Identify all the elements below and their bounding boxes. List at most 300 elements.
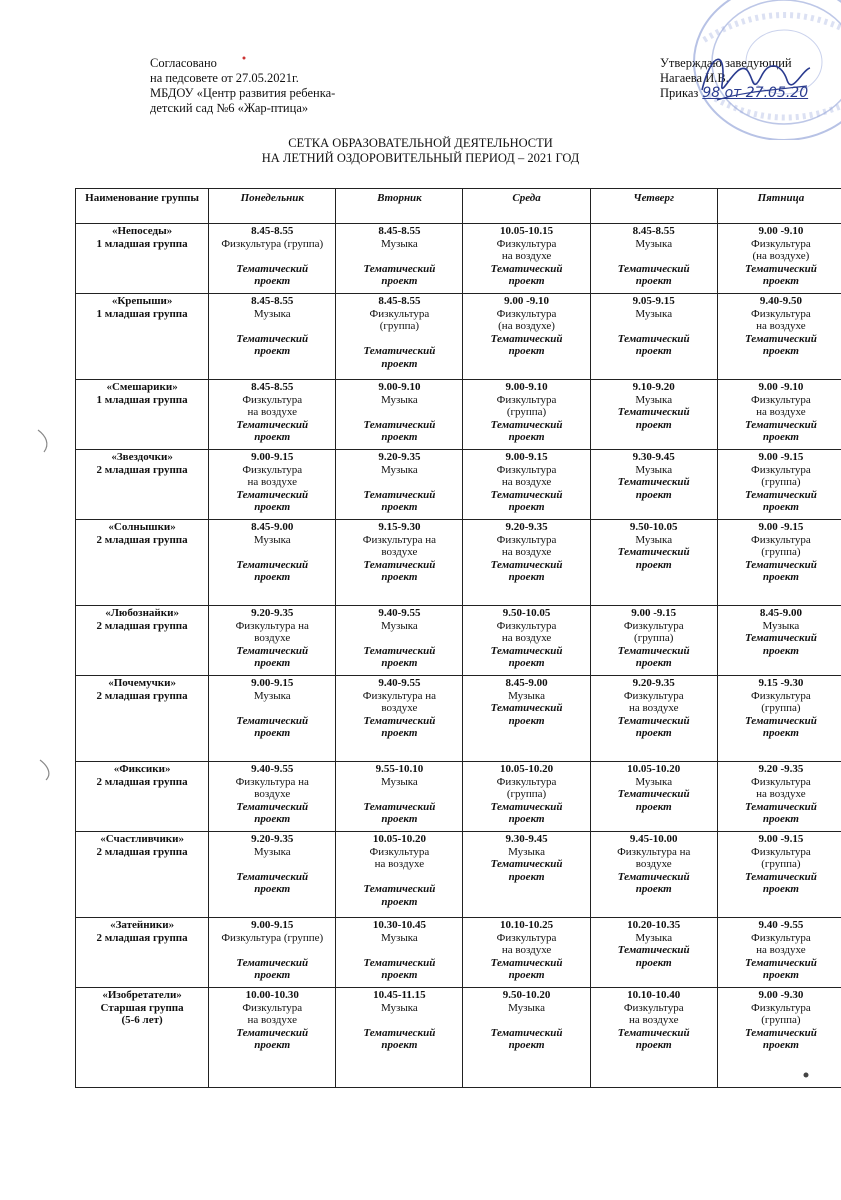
activity-line: на воздухе [628, 1014, 679, 1026]
project-line: Тематический [744, 956, 817, 969]
schedule-cell [717, 294, 841, 380]
activity-line: на воздухе [501, 546, 552, 558]
activity-line: Музыка [635, 775, 673, 788]
time-slot: 10.05-10.20 [627, 763, 681, 775]
time-slot: 9.00-9.10 [505, 381, 548, 393]
project-line: проект [508, 275, 545, 287]
project-line: Тематический [490, 800, 563, 813]
project-line: Тематический [236, 956, 309, 969]
activity-line: (группа) [379, 320, 420, 332]
group-name-cell [76, 294, 209, 380]
activity-line: Физкультура [623, 1001, 684, 1014]
project-line: проект [508, 813, 545, 825]
activity-line: на воздухе [247, 406, 297, 418]
project-line: Тематический [490, 332, 563, 345]
group-name-line: 2 младшая группа [96, 689, 188, 702]
group-name-line: (5-6 лет) [121, 1014, 163, 1026]
project-line: проект [635, 488, 672, 501]
activity-line [338, 476, 460, 489]
activity-line: Физкультура [242, 463, 303, 476]
activity-line: Физкультура [369, 307, 430, 320]
project-line: проект [381, 969, 418, 981]
time-slot: 9.50-10.05 [502, 607, 551, 619]
activity-line: Физкультура [751, 393, 811, 406]
project-line: Тематический [617, 262, 690, 275]
activity-line: Физкультура [751, 533, 811, 546]
time-slot: 8.45-9.00 [251, 521, 294, 533]
activity-line [211, 320, 333, 333]
activity-line: Физкультура [369, 845, 430, 858]
time-slot: 9.30-9.45 [505, 833, 548, 845]
project-line: проект [635, 956, 672, 969]
group-name-line: «Непоседы» [111, 225, 173, 237]
schedule-cell [336, 294, 463, 380]
schedule-cell [590, 676, 717, 762]
time-slot: 9.00-9.15 [505, 451, 548, 463]
activity-line: Физкультура [751, 775, 811, 788]
schedule-cell [717, 606, 841, 676]
activity-line: на воздухе [756, 788, 806, 800]
order-number: 98 от 27.05.20 [702, 85, 809, 101]
schedule-cell [463, 294, 590, 380]
project-line: проект [381, 571, 418, 583]
group-name-line: 2 младшая группа [96, 619, 188, 632]
activity-line [593, 320, 715, 333]
activity-line: Физкультура [242, 393, 303, 406]
time-slot: 9.00-9.15 [251, 677, 294, 689]
project-line: Тематический [363, 1026, 436, 1039]
activity-line: (группа) [634, 632, 674, 644]
project-line: проект [381, 895, 418, 908]
activity-line: на воздухе [756, 944, 806, 956]
project-line: Тематический [617, 406, 690, 418]
time-slot: 10.00-10.30 [245, 989, 299, 1001]
order-label: Приказ [660, 86, 699, 100]
schedule-cell [336, 380, 463, 450]
project-line: Тематический [617, 476, 690, 488]
project-line: Тематический [617, 870, 690, 883]
activity-line: Музыка [635, 237, 673, 250]
project-line: Тематический [490, 644, 563, 657]
schedule-cell [209, 832, 336, 918]
activity-line [338, 632, 460, 645]
schedule-cell [717, 224, 841, 294]
activity-line: воздухе [254, 632, 291, 644]
schedule-cell [717, 832, 841, 918]
activity-line: на воздухе [628, 702, 679, 714]
schedule-cell [209, 450, 336, 520]
schedule-cell [209, 294, 336, 380]
project-line: Тематический [617, 332, 690, 345]
group-name-line: 1 младшая группа [96, 307, 188, 320]
group-name-line: «Смешарики» [106, 381, 178, 393]
table-row [76, 832, 841, 918]
activity-line [338, 333, 460, 346]
project-line: Тематический [744, 1026, 817, 1039]
group-name-line: 2 младшая группа [96, 845, 188, 858]
activity-line: Физкультура на [617, 845, 691, 858]
group-name-line: Старшая группа [100, 1001, 184, 1014]
project-line: проект [762, 571, 799, 583]
project-line: проект [381, 727, 418, 739]
time-slot: 9.00 -9.15 [758, 451, 804, 463]
time-slot: 9.40-9.55 [251, 763, 294, 775]
group-name-cell [76, 918, 209, 988]
project-line: Тематический [363, 345, 436, 357]
time-slot: 9.50-10.20 [502, 989, 551, 1001]
schedule-cell [209, 224, 336, 294]
time-slot: 8.45-9.00 [759, 607, 802, 619]
column-header: Пятница [717, 189, 841, 224]
project-line: проект [635, 345, 672, 357]
group-name-cell [76, 450, 209, 520]
schedule-cell [209, 676, 336, 762]
activity-line: Музыка [253, 689, 291, 702]
project-line: Тематический [490, 558, 563, 571]
schedule-cell [463, 224, 590, 294]
time-slot: 9.00-9.10 [378, 381, 421, 393]
group-name-cell [76, 606, 209, 676]
activity-line: Физкультура [496, 775, 557, 788]
schedule-cell [590, 762, 717, 832]
time-slot: 8.45-8.55 [378, 295, 421, 307]
project-line: Тематический [490, 262, 563, 275]
schedule-cell [590, 380, 717, 450]
project-line: проект [635, 883, 672, 895]
time-slot: 9.05-9.15 [632, 295, 675, 307]
schedule-cell [463, 918, 590, 988]
activity-line: Музыка [253, 533, 291, 546]
page-title [0, 136, 841, 166]
project-line: проект [254, 431, 291, 443]
time-slot: 9.50-10.05 [629, 521, 678, 533]
project-line: Тематический [236, 488, 309, 501]
project-line: проект [381, 501, 418, 513]
group-name-line: 1 младшая группа [96, 237, 188, 250]
schedule-cell [336, 520, 463, 606]
group-name-cell [76, 380, 209, 450]
time-slot: 9.10-9.20 [632, 381, 675, 393]
project-line: проект [762, 345, 799, 357]
schedule-cell [209, 520, 336, 606]
project-line: проект [762, 727, 799, 739]
activity-line: (группа) [506, 406, 547, 418]
activity-line: Музыка [381, 775, 418, 788]
project-line: проект [254, 275, 291, 287]
time-slot: 10.10-10.40 [627, 989, 681, 1001]
activity-line: Физкультура на [362, 533, 437, 546]
schedule-cell [590, 520, 717, 606]
project-line: проект [762, 275, 799, 287]
project-line: Тематический [744, 418, 817, 431]
project-line: Тематический [744, 262, 817, 275]
time-slot: 9.40-9.50 [759, 295, 802, 307]
project-line: проект [254, 571, 291, 583]
column-header: Наименование группы [76, 189, 209, 224]
project-line: Тематический [617, 1026, 690, 1039]
activity-line [338, 1014, 460, 1027]
project-line: Тематический [236, 714, 309, 727]
project-line: Тематический [236, 558, 309, 571]
time-slot: 10.05-10.15 [499, 225, 554, 237]
activity-line: на воздухе [501, 250, 552, 262]
group-name-line: «Счастливчики» [100, 833, 184, 845]
project-line: проект [381, 357, 418, 370]
activity-line: (группа) [761, 546, 801, 558]
project-line: Тематический [363, 262, 436, 275]
schedule-cell [209, 606, 336, 676]
activity-line: Музыка [635, 931, 673, 944]
approved-line: Утверждаю заведующий [660, 56, 792, 70]
time-slot: 9.00-9.15 [251, 919, 294, 931]
table-row [76, 988, 841, 1088]
project-line: проект [254, 345, 291, 357]
schedule-cell [590, 224, 717, 294]
activity-line: (группа) [761, 702, 801, 714]
project-line: проект [635, 800, 672, 813]
activity-line [593, 250, 715, 263]
time-slot: 9.20-9.35 [632, 677, 675, 689]
time-slot: 9.40-9.55 [378, 677, 421, 689]
table-row [76, 380, 841, 450]
project-line: проект [508, 431, 545, 443]
activity-line: Физкультура [751, 463, 811, 476]
group-name-line: «Фиксики» [113, 763, 171, 775]
project-line: Тематический [744, 800, 817, 813]
activity-line: Физкультура [751, 689, 811, 702]
project-line: проект [381, 431, 418, 443]
activity-line: (группа) [761, 476, 801, 488]
column-header: Вторник [336, 189, 463, 224]
activity-line [338, 250, 460, 263]
group-name-line: 2 младшая группа [96, 463, 188, 476]
project-line: проект [508, 870, 545, 883]
project-line: проект [635, 275, 672, 287]
activity-line: на воздухе [756, 320, 806, 332]
activity-line: Музыка [762, 619, 800, 632]
time-slot: 8.45-9.00 [505, 677, 548, 689]
schedule-cell [717, 988, 841, 1088]
activity-line: на воздухе [501, 944, 552, 956]
activity-line: Музыка [635, 463, 673, 476]
time-slot: 10.10-10.25 [499, 919, 554, 931]
activity-line: воздухе [635, 858, 672, 870]
group-name-cell [76, 988, 209, 1088]
time-slot: 9.20-9.35 [251, 607, 294, 619]
project-line: проект [254, 727, 291, 739]
schedule-cell [336, 762, 463, 832]
table-row [76, 918, 841, 988]
activity-line: Физкультура [496, 463, 557, 476]
group-name-line: «Любознайки» [105, 607, 179, 619]
schedule-cell [336, 224, 463, 294]
group-name-line: «Изобретатели» [102, 989, 182, 1001]
project-line: проект [254, 813, 291, 825]
activity-line: Музыка [508, 1001, 545, 1014]
time-slot: 10.20-10.35 [627, 919, 681, 931]
project-line: Тематический [236, 418, 309, 431]
activity-line: воздухе [254, 788, 291, 800]
activity-line: (на воздухе) [498, 320, 555, 332]
schedule-cell [463, 988, 590, 1088]
activity-line: на воздухе [247, 1014, 297, 1026]
activity-line: (на воздухе) [752, 250, 810, 262]
schedule-table [75, 188, 841, 1088]
schedule-cell [463, 520, 590, 606]
project-line: проект [381, 657, 418, 669]
project-line: проект [508, 657, 545, 669]
project-line: проект [508, 345, 545, 357]
time-slot: 9.40 -9.55 [758, 919, 804, 931]
schedule-cell [463, 606, 590, 676]
schedule-cell [209, 380, 336, 450]
project-line: Тематический [490, 418, 563, 431]
project-line: Тематический [490, 702, 563, 714]
project-line: Тематический [490, 1026, 563, 1039]
schedule-cell [336, 918, 463, 988]
activity-line [211, 546, 333, 559]
approval-line: Согласовано [150, 56, 217, 70]
activity-line: Музыка [381, 1001, 418, 1014]
time-slot: 9.00 -9.10 [758, 381, 804, 393]
time-slot: 9.00 -9.10 [504, 295, 550, 307]
project-line: Тематический [617, 944, 690, 956]
schedule-cell [717, 918, 841, 988]
project-line: Тематический [363, 883, 436, 895]
activity-line: на воздухе [501, 632, 552, 644]
activity-line: (группа) [761, 858, 801, 870]
table-row [76, 520, 841, 606]
project-line: проект [508, 571, 545, 583]
time-slot: 9.20 -9.35 [758, 763, 804, 775]
activity-line: на воздухе [374, 858, 425, 870]
project-line: проект [762, 813, 799, 825]
activity-line [211, 858, 333, 871]
activity-line: Физкультура на [235, 775, 309, 788]
schedule-cell [590, 294, 717, 380]
schedule-cell [717, 520, 841, 606]
column-header: Среда [463, 189, 590, 224]
project-line: Тематический [617, 714, 690, 727]
time-slot: 10.45-11.15 [373, 989, 426, 1001]
project-line: проект [762, 1039, 799, 1051]
time-slot: 8.45-8.55 [378, 225, 421, 237]
project-line: проект [508, 714, 545, 727]
activity-line: Музыка [253, 307, 291, 320]
activity-line: Физкультура [496, 393, 557, 406]
project-line: Тематический [236, 800, 309, 813]
schedule-cell [209, 762, 336, 832]
activity-line: Физкультура [751, 307, 811, 320]
approved-block [660, 56, 808, 101]
project-line: проект [762, 644, 799, 657]
group-name-line: «Крепыши» [111, 295, 173, 307]
time-slot: 9.30-9.45 [632, 451, 675, 463]
schedule-cell [463, 762, 590, 832]
table-row [76, 606, 841, 676]
project-line: Тематический [236, 262, 309, 275]
table-row [76, 294, 841, 380]
project-line: проект [508, 1039, 545, 1051]
time-slot: 9.55-10.10 [375, 763, 424, 775]
activity-line: Физкультура [496, 931, 557, 944]
project-line: Тематический [490, 956, 563, 969]
project-line: проект [508, 969, 545, 981]
schedule-cell [336, 606, 463, 676]
project-line: проект [635, 657, 672, 669]
project-line: Тематический [744, 714, 817, 727]
group-name-cell [76, 520, 209, 606]
project-line: проект [762, 431, 799, 443]
activity-line: (группа) [761, 1014, 801, 1026]
activity-line [211, 702, 333, 715]
project-line: Тематический [363, 956, 436, 969]
activity-line: воздухе [381, 702, 418, 714]
activity-line: Физкультура [496, 237, 557, 250]
activity-line: Музыка [635, 393, 673, 406]
project-line: Тематический [236, 332, 309, 345]
project-line: проект [381, 813, 418, 825]
activity-line: Физкультура [751, 845, 811, 858]
activity-line: на воздухе [247, 476, 297, 488]
time-slot: 9.00 -9.15 [758, 833, 804, 845]
activity-line: Музыка [253, 845, 291, 858]
time-slot: 9.20-9.35 [505, 521, 548, 533]
time-slot: 10.30-10.45 [372, 919, 426, 931]
activity-line: воздухе [381, 546, 418, 558]
activity-line: Музыка [381, 237, 418, 250]
activity-line: Музыка [635, 533, 673, 546]
project-line: Тематический [363, 644, 436, 657]
time-slot: 8.45-8.55 [251, 381, 294, 393]
schedule-cell [717, 380, 841, 450]
time-slot: 9.15-9.30 [378, 521, 421, 533]
activity-line [338, 944, 460, 957]
time-slot: 8.45-8.55 [632, 225, 675, 237]
approved-line [660, 86, 808, 101]
schedule-cell [336, 676, 463, 762]
time-slot: 9.00 -9.15 [631, 607, 677, 619]
time-slot: 8.45-8.55 [251, 295, 294, 307]
activity-line [211, 250, 333, 263]
activity-line [338, 871, 460, 884]
group-name-cell [76, 676, 209, 762]
schedule-cell [209, 918, 336, 988]
project-line: проект [381, 1039, 418, 1051]
title-line: НА ЛЕТНИЙ ОЗДОРОВИТЕЛЬНЫЙ ПЕРИОД – 2021 ГОД [261, 151, 580, 165]
activity-line: Музыка [381, 393, 418, 406]
project-line: Тематический [363, 800, 436, 813]
project-line: Тематический [617, 788, 690, 800]
activity-line: Музыка [635, 307, 673, 320]
project-line: Тематический [744, 558, 817, 571]
activity-line: Физкультура на [362, 689, 437, 702]
approval-line: МБДОУ «Центр развития ребенка- [150, 86, 336, 100]
activity-line: Физкультура на [235, 619, 309, 632]
project-line: Тематический [363, 488, 436, 501]
project-line: проект [635, 418, 672, 431]
activity-line: Физкультура [623, 619, 684, 632]
schedule-cell [717, 450, 841, 520]
time-slot: 8.45-8.55 [251, 225, 294, 237]
table-row [76, 224, 841, 294]
project-line: проект [254, 883, 291, 895]
project-line: проект [254, 501, 291, 513]
schedule-cell [336, 832, 463, 918]
approval-block [150, 56, 335, 116]
activity-line: Физкультура [623, 689, 684, 702]
time-slot: 9.45-10.00 [629, 833, 678, 845]
